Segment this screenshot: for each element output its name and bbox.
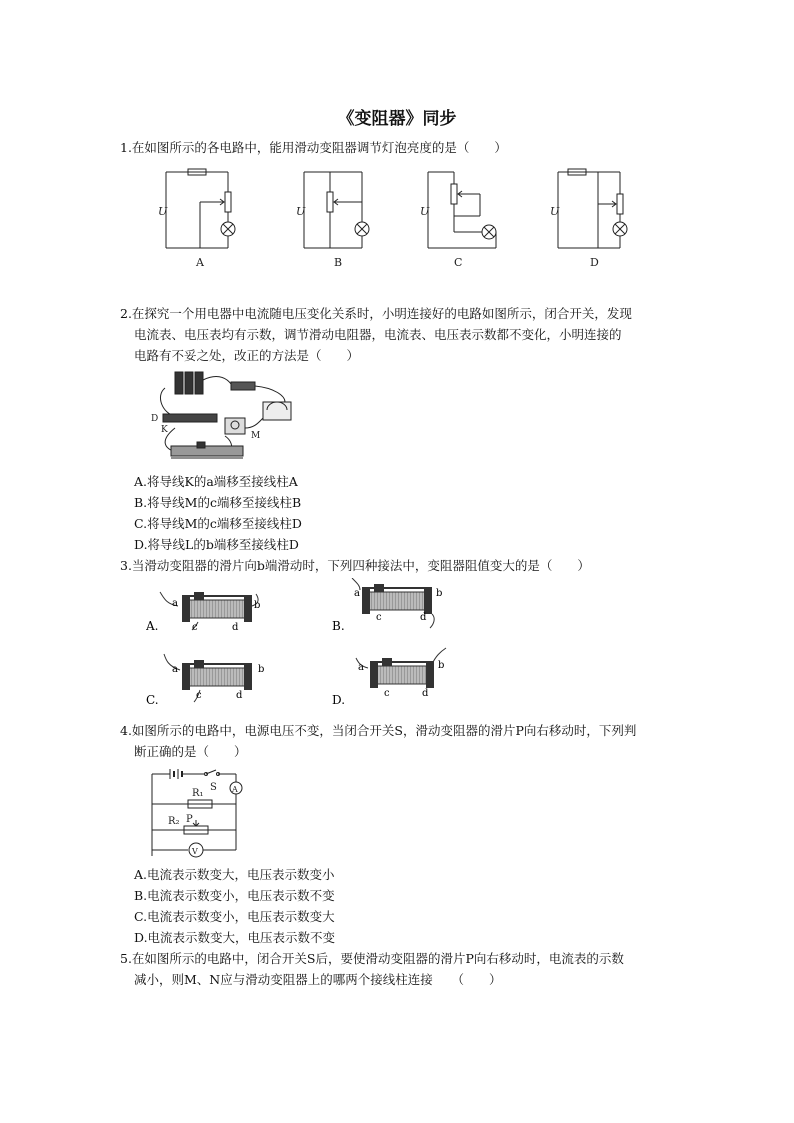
rheostat-d-terminal-c: c (384, 688, 390, 699)
q4-voltmeter-label: V (192, 847, 198, 856)
q2-line-1: 2.在探究一个用电器中电流随电压变化关系时，小明连接好的电路如图所示，闭合开关，发现 (120, 306, 632, 321)
q4-option-c: C.电流表示数变小，电压表示数变大 (134, 909, 335, 924)
q4-option-a: A.电流表示数变大，电压表示数变小 (134, 867, 335, 882)
rheostat-a (146, 592, 260, 633)
circuit-d-voltage-label: U (550, 205, 560, 218)
circuit-c-label: C (454, 256, 463, 269)
q2-wire-k-label: K (161, 425, 168, 435)
q4-ammeter-label: A (232, 785, 238, 794)
q4-r1-label: R₁ (192, 788, 204, 799)
circuit-d-label: D (590, 256, 599, 269)
rheostat-d-terminal-d: d (422, 688, 429, 699)
rheostat-c (146, 654, 264, 707)
q3-rheostat-figures (146, 578, 476, 716)
rheostat-a-terminal-a: a (172, 598, 178, 609)
circuit-a (166, 169, 235, 248)
q2-line-2: 电流表、电压表均有示数，调节滑动电阻器，电流表、电压表示数都不变化，小明连接的 (134, 327, 622, 342)
rheostat-d-terminal-b: b (438, 660, 445, 671)
q3-option-d: D. (332, 693, 346, 707)
q2-option-c: C.将导线M的c端移至接线柱D (134, 516, 302, 531)
rheostat-a-terminal-b: b (254, 600, 261, 611)
rheostat-b-terminal-b: b (436, 588, 443, 599)
circuit-b-label: B (334, 256, 343, 269)
rheostat-a-terminal-c: c (192, 622, 198, 633)
question-4-stem (120, 720, 710, 762)
q1-circuit-figures (150, 166, 650, 270)
circuit-c-voltage-label: U (420, 205, 430, 218)
q2-apparatus-figure (145, 366, 305, 468)
circuit-a-voltage-label: U (158, 205, 168, 218)
q4-slider-label: P (186, 814, 193, 825)
q2-option-a: A.将导线K的a端移至接线柱A (134, 474, 298, 489)
rheostat-c-terminal-a: a (172, 664, 178, 675)
q2-terminal-d-label: D (151, 414, 159, 424)
circuit-b (304, 172, 369, 248)
rheostat-b (332, 578, 442, 633)
q4-line-1: 4.如图所示的电路中，电源电压不变，当闭合开关S，滑动变阻器的滑片P向右移动时，下列判 (120, 723, 637, 738)
q2-wire-m-label: M (251, 431, 261, 441)
q5-line-2: 减小，则M、N应与滑动变阻器上的哪两个接线柱连接 （ ） (134, 972, 502, 987)
q5-line-1: 5.在如图所示的电路中，闭合开关S后，要使滑动变阻器的滑片P向右移动时，电流表的示数 (120, 951, 624, 966)
question-5-stem (120, 948, 710, 990)
circuit-a-label: A (196, 256, 204, 269)
q4-switch-label: S (210, 782, 217, 793)
q3-option-b: B. (332, 619, 345, 633)
question-1-stem: 1.在如图所示的各电路中，能用滑动变阻器调节灯泡亮度的是（ ） (120, 140, 507, 155)
q4-r2-label: R₂ (168, 816, 180, 827)
page-title: 《变阻器》同步 (337, 109, 457, 129)
rheostat-b-terminal-d: d (420, 612, 427, 623)
circuit-c (428, 172, 496, 248)
q2-option-d: D.将导线L的b端移至接线柱D (134, 537, 299, 552)
rheostat-c-terminal-c: c (196, 690, 202, 701)
rheostat-d-terminal-a: a (358, 662, 364, 673)
rheostat-a-terminal-d: d (232, 622, 239, 633)
q2-option-b: B.将导线M的c端移至接线柱B (134, 495, 302, 510)
rheostat-d (332, 648, 446, 707)
rheostat-b-terminal-a: a (354, 588, 360, 599)
q3-option-a: A. (146, 619, 159, 633)
rheostat-c-terminal-d: d (236, 690, 243, 701)
question-2-stem (120, 303, 710, 366)
circuit-b-voltage-label: U (296, 205, 306, 218)
circuit-d (558, 169, 627, 248)
q4-line-2: 断正确的是（ ） (134, 744, 247, 759)
q4-option-b: B.电流表示数变小，电压表示数不变 (134, 888, 335, 903)
question-3-stem: 3.当滑动变阻器的滑片向b端滑动时，下列四种接法中，变阻器阻值变大的是（ ） (120, 558, 590, 573)
q4-option-d: D.电流表示数变大，电压表示数不变 (134, 930, 336, 945)
rheostat-b-terminal-c: c (376, 612, 382, 623)
q4-circuit-figure (144, 764, 254, 862)
q3-option-c: C. (146, 693, 159, 707)
rheostat-c-terminal-b: b (258, 664, 265, 675)
q2-line-3: 电路有不妥之处，改正的方法是（ ） (134, 348, 360, 363)
